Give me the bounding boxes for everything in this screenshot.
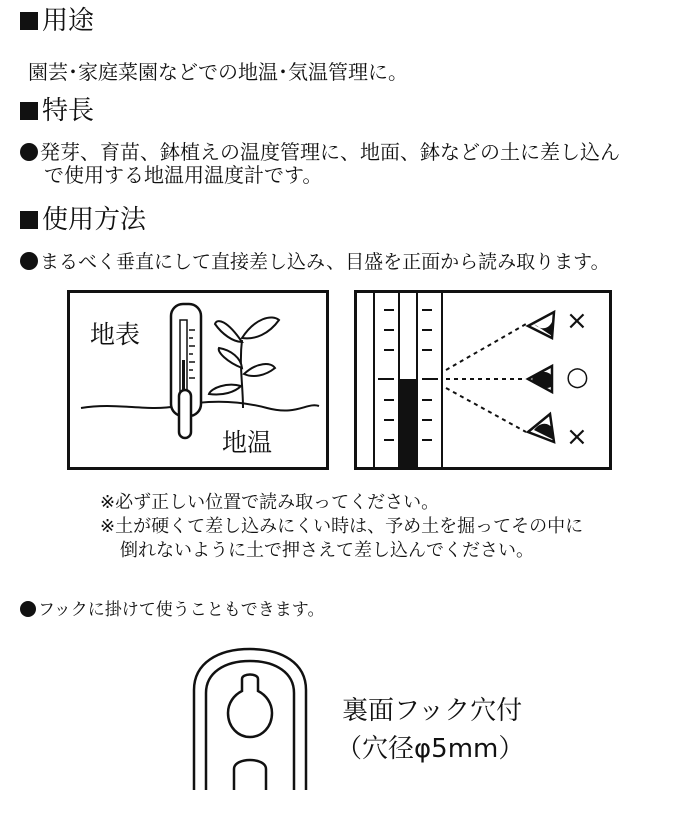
label-soil-temperature: 地温 bbox=[222, 428, 273, 457]
circle-bullet-icon bbox=[20, 601, 36, 617]
mark-incorrect-low: × bbox=[566, 422, 588, 452]
method-instruction: まるべく垂直にして直接差し込み、目盛を正面から読み取ります。 bbox=[20, 250, 610, 274]
method-heading: 使用方法 bbox=[20, 205, 146, 235]
square-bullet-icon bbox=[20, 102, 38, 120]
square-bullet-icon bbox=[20, 12, 38, 30]
usage-text: 園芸･家庭菜園などでの地温･気温管理に。 bbox=[28, 60, 408, 84]
ground-figure bbox=[67, 290, 329, 470]
note-hard-soil-line-2: 倒れないように土で押さえて差し込んでください。 bbox=[120, 540, 534, 561]
label-ground-surface: 地表 bbox=[90, 320, 141, 349]
note-read-correctly: ※必ず正しい位置で読み取ってください。 bbox=[100, 492, 440, 513]
lower-slot-icon bbox=[234, 760, 266, 790]
hook-caption-hole-size: （穴径φ5mm） bbox=[336, 734, 525, 764]
keyhole-icon bbox=[228, 675, 272, 738]
features-heading: 特長 bbox=[20, 96, 94, 126]
square-bullet-icon bbox=[20, 211, 38, 229]
mark-correct-level: ○ bbox=[566, 362, 589, 392]
features-line-2: で使用する地温用温度計です。 bbox=[44, 163, 323, 187]
features-line-1: 発芽、育苗、鉢植えの温度管理に、地面、鉢などの土に差し込ん bbox=[20, 140, 620, 164]
hook-caption-title: 裏面フック穴付 bbox=[342, 696, 523, 726]
hook-instruction: フックに掛けて使うこともできます。 bbox=[20, 598, 324, 622]
usage-heading: 用途 bbox=[20, 6, 94, 36]
circle-bullet-icon bbox=[20, 143, 38, 161]
hook-back-figure bbox=[190, 645, 310, 795]
note-hard-soil-line-1: ※土が硬くて差し込みにくい時は、予め土を掘ってその中に bbox=[100, 516, 584, 537]
mark-incorrect-high: × bbox=[566, 306, 588, 336]
circle-bullet-icon bbox=[20, 252, 38, 270]
